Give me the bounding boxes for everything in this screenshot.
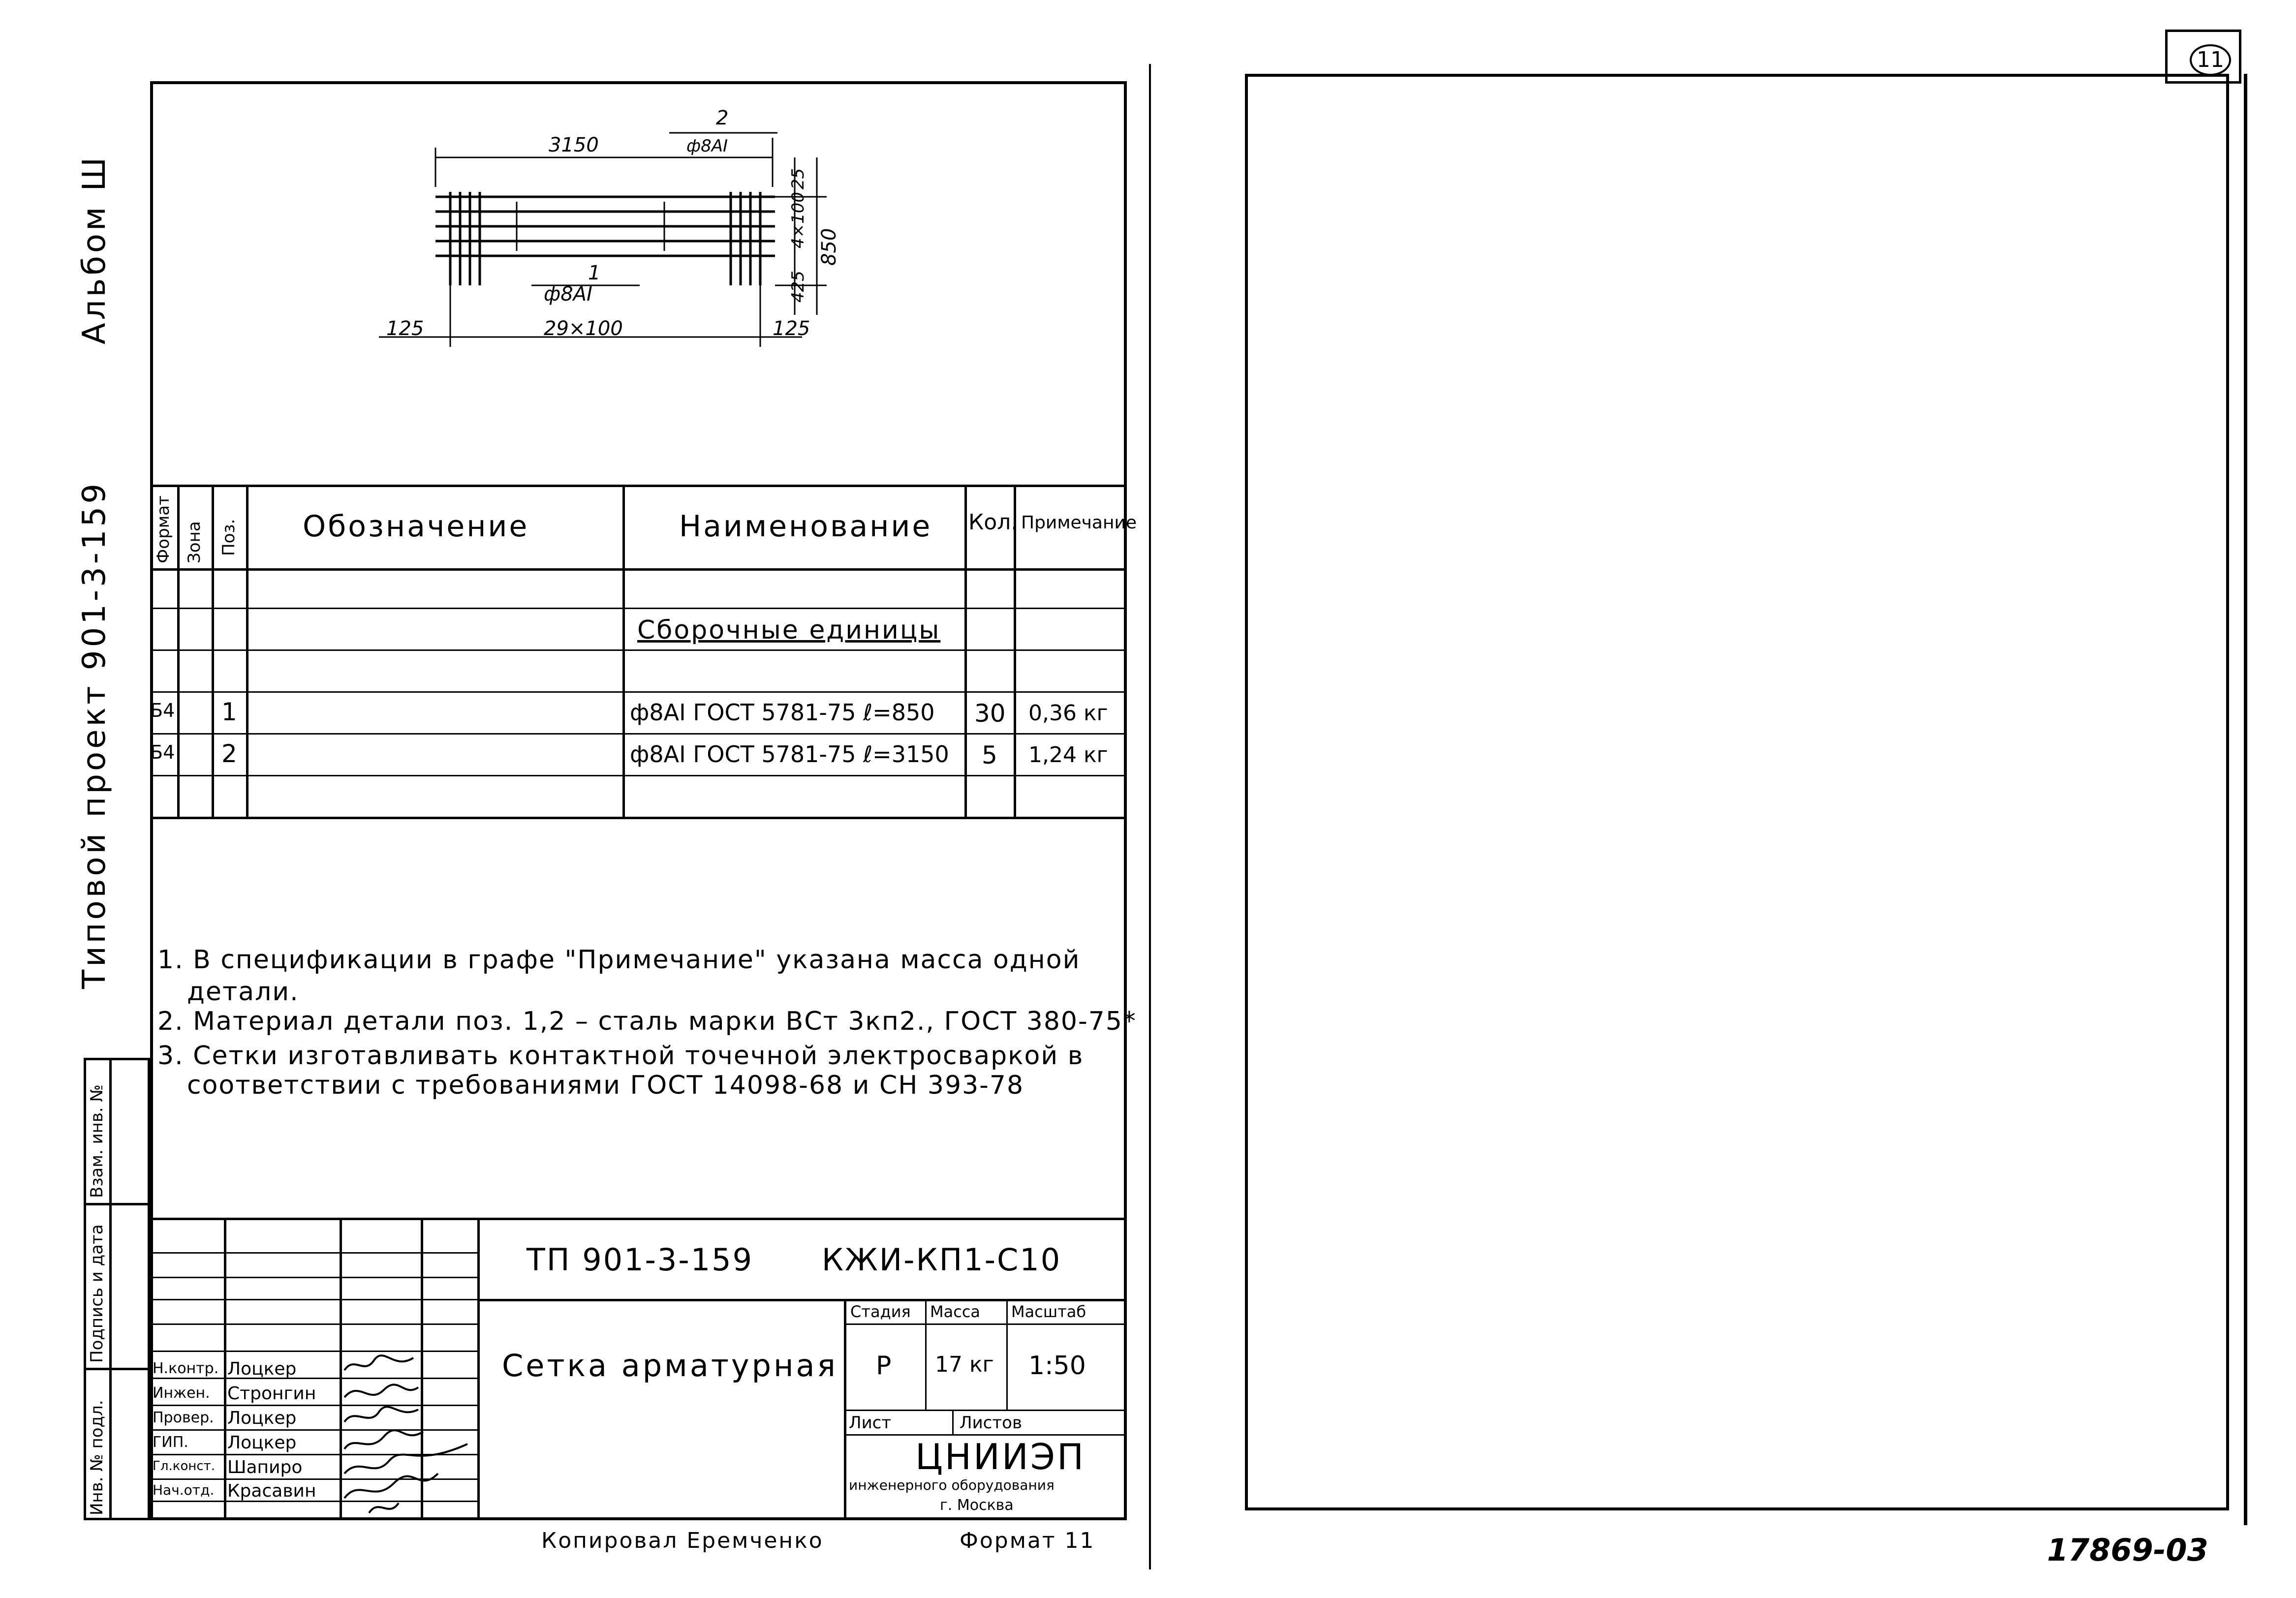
title-right-row xyxy=(844,1323,1127,1325)
dim-edge-left: 125 xyxy=(386,317,424,340)
spec-col-line xyxy=(246,485,248,817)
title-right-col xyxy=(1006,1299,1008,1410)
drawing-title: Сетка арматурная xyxy=(502,1348,838,1383)
staff-name-6: Красавин xyxy=(227,1481,316,1501)
note-2: 2. Материал детали поз. 1,2 – сталь марки ВСт 3кп2., ГОСТ 380-75* xyxy=(157,1007,1137,1036)
note-3-cont: соответствии с требованиями ГОСТ 14098-68 и СН 393-78 xyxy=(187,1071,1024,1100)
dim-v-total: 850 xyxy=(818,228,840,266)
project-code: ТП 901-3-159 xyxy=(527,1242,754,1278)
inventory-number: 17869-03 xyxy=(2047,1532,2208,1568)
spec-header-note: Примечание xyxy=(1021,513,1137,533)
note-1-cont: детали. xyxy=(187,977,299,1007)
staff-role-3: Провер. xyxy=(153,1409,214,1426)
side-stamp-sign: Подпись и дата xyxy=(87,1224,107,1363)
project-label: Типовой проект 901-3-159 xyxy=(76,481,113,989)
spec-header-name: Наименование xyxy=(679,509,932,544)
album-label: Альбом Ш xyxy=(76,154,113,344)
spec-col-line xyxy=(964,485,967,817)
staff-name-2: Стронгин xyxy=(227,1383,316,1404)
staff-role-2: Инжен. xyxy=(153,1384,210,1402)
spec-row1-qty: 30 xyxy=(974,699,1006,728)
spec-col-line xyxy=(177,485,180,817)
mass-value: 17 кг xyxy=(935,1352,994,1377)
spec-header-line xyxy=(150,568,1127,571)
spec-header-pos: Поз. xyxy=(219,519,239,556)
stage-label: Стадия xyxy=(850,1302,911,1321)
dim-length: 3150 xyxy=(549,134,599,156)
side-stamp-replace: Взам. инв. № xyxy=(87,1084,107,1198)
spec-header-qty: Кол. xyxy=(968,510,1018,535)
spec-row1-format: Б4 xyxy=(150,700,175,721)
staff-name-3: Лоцкер xyxy=(227,1408,297,1428)
signatures xyxy=(340,1351,487,1528)
spec-col-line xyxy=(622,485,625,817)
spec-row-line xyxy=(150,608,1127,609)
spec-row2-format: Б4 xyxy=(150,741,175,763)
staff-role-4: ГИП. xyxy=(153,1434,188,1451)
title-left-row xyxy=(150,1299,477,1300)
doc-code: КЖИ-КП1-С10 xyxy=(822,1242,1062,1278)
org-line3: г. Москва xyxy=(940,1497,1014,1514)
title-left-row xyxy=(150,1277,477,1278)
side-stamp-divider xyxy=(84,1368,150,1370)
dim-pos1: 1 xyxy=(588,262,601,284)
side-stamp-divider xyxy=(109,1058,112,1520)
dim-v-mid: 4×100 xyxy=(788,191,808,248)
side-stamp-divider xyxy=(84,1203,150,1205)
dim-edge-right: 125 xyxy=(773,317,810,340)
spec-section-title: Сборочные единицы xyxy=(637,615,941,645)
dim-bar1: ф8АI xyxy=(544,283,592,306)
title-block-top xyxy=(150,1218,1127,1220)
dim-bar2: ф8АI xyxy=(686,136,728,156)
spec-col-line xyxy=(212,485,214,817)
dim-pos2: 2 xyxy=(716,107,729,129)
spec-row-line xyxy=(150,691,1127,693)
spec-row2-name: ф8АI ГОСТ 5781-75 ℓ=3150 xyxy=(630,741,949,768)
note-1: 1. В спецификации в графе "Примечание" указана масса одной xyxy=(157,945,1081,975)
right-edge-line xyxy=(2244,74,2247,1525)
title-right-row xyxy=(844,1410,1127,1411)
title-left-row xyxy=(150,1252,477,1254)
spec-row-line xyxy=(150,775,1127,776)
format-label: Формат 11 xyxy=(960,1528,1095,1553)
spec-row-line xyxy=(150,733,1127,735)
spec-header-zone: Зона xyxy=(185,521,204,563)
note-3: 3. Сетки изготавливать контактной точечной электросваркой в xyxy=(157,1041,1084,1071)
title-block-col xyxy=(224,1218,226,1520)
staff-name-5: Шапиро xyxy=(227,1457,303,1477)
spec-row2-note: 1,24 кг xyxy=(1028,742,1108,768)
org-name: ЦНИИЭП xyxy=(915,1436,1086,1477)
dim-spacing: 29×100 xyxy=(544,317,623,340)
right-sheet-frame xyxy=(1245,74,2229,1510)
spec-row2-pos: 2 xyxy=(221,739,237,768)
sheets-label: Листов xyxy=(960,1413,1023,1433)
staff-role-1: Н.контр. xyxy=(153,1360,219,1377)
title-left-row xyxy=(150,1323,477,1325)
dim-v-top: 25 xyxy=(788,168,808,189)
scale-label: Масштаб xyxy=(1011,1302,1086,1321)
spec-row1-note: 0,36 кг xyxy=(1028,701,1108,726)
title-block-mid xyxy=(480,1299,1127,1301)
fold-line xyxy=(1149,64,1151,1569)
title-right-row xyxy=(844,1434,1127,1436)
spec-row1-pos: 1 xyxy=(221,698,237,726)
dim-v-bottom: 425 xyxy=(788,271,808,303)
side-stamp-inv: Инв. № подл. xyxy=(87,1400,107,1515)
spec-header-format: Формат xyxy=(154,495,173,563)
staff-name-4: Лоцкер xyxy=(227,1433,297,1453)
spec-bottom-line xyxy=(150,817,1127,819)
stage-value: Р xyxy=(876,1351,892,1381)
spec-row1-name: ф8АI ГОСТ 5781-75 ℓ=850 xyxy=(630,699,935,726)
mesh-drawing xyxy=(344,89,935,364)
sheet-number: 11 xyxy=(2190,44,2231,76)
org-line2: инженерного оборудования xyxy=(849,1477,1055,1493)
spec-header-designation: Обозначение xyxy=(303,509,529,544)
title-right-col xyxy=(925,1299,927,1410)
staff-name-1: Лоцкер xyxy=(227,1359,297,1379)
scale-value: 1:50 xyxy=(1028,1351,1086,1381)
spec-row2-qty: 5 xyxy=(982,741,997,769)
copied-by: Копировал Еремченко xyxy=(541,1528,824,1553)
spec-row-line xyxy=(150,649,1127,651)
staff-role-5: Гл.конст. xyxy=(153,1459,216,1474)
staff-role-6: Нач.отд. xyxy=(153,1482,215,1498)
title-right-col xyxy=(952,1410,954,1434)
mass-label: Масса xyxy=(930,1302,981,1321)
spec-top-line xyxy=(150,485,1127,487)
sheet-label: Лист xyxy=(849,1413,892,1433)
